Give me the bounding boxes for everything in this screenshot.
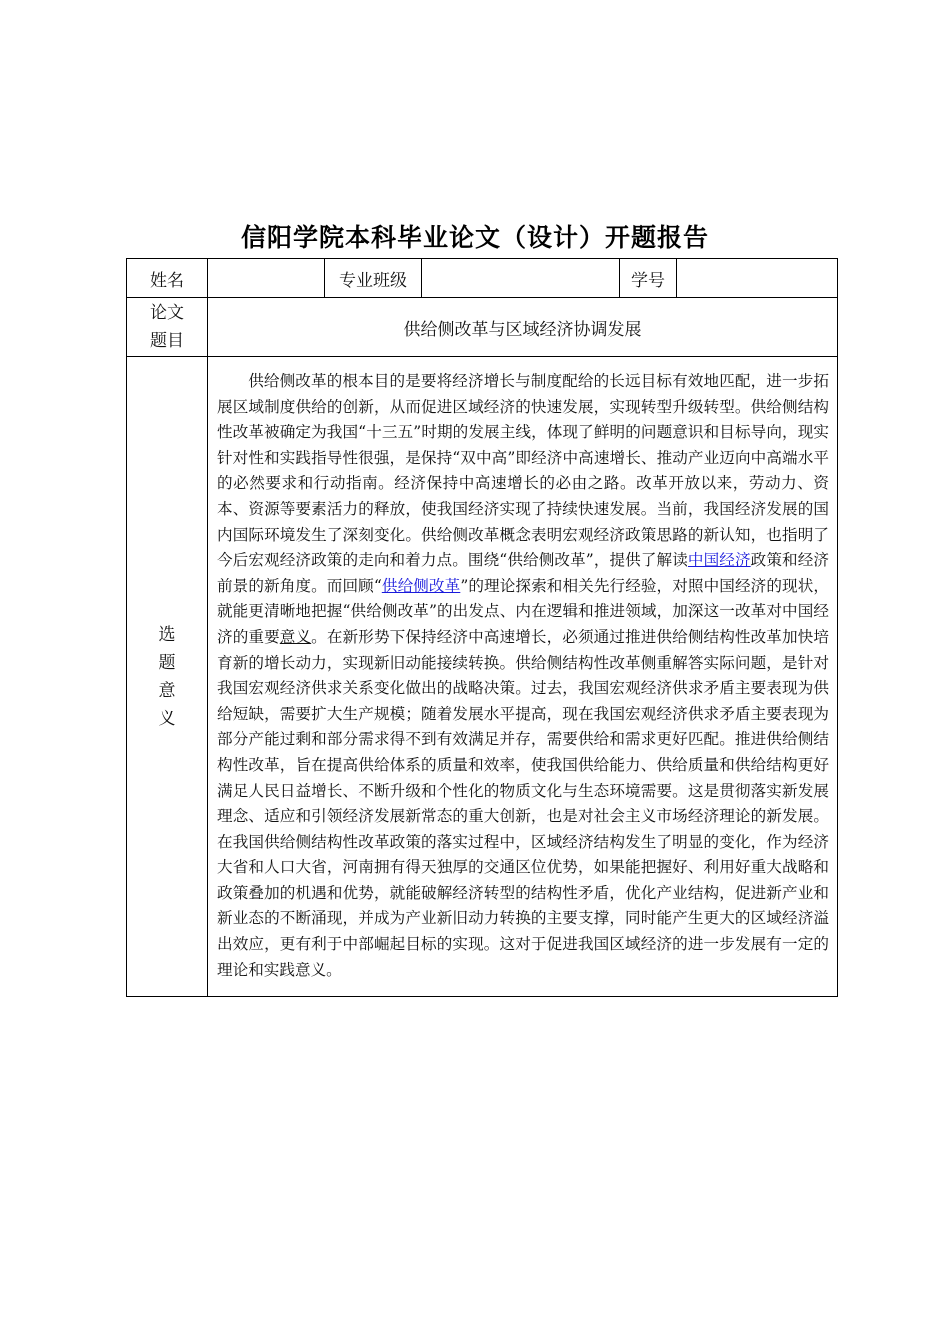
supply-side-reform-link[interactable]: 供给侧改革 (381, 576, 461, 595)
topic-label (127, 298, 208, 357)
document-title: 信阳学院本科毕业论文（设计）开题报告 (240, 223, 709, 252)
student-id-field[interactable] (677, 259, 838, 298)
significance-label-char-1: 选 (158, 624, 176, 645)
class-field[interactable] (422, 259, 620, 298)
topic-label-line-2: 题目 (150, 331, 184, 351)
significance-label-char-3: 意 (158, 680, 176, 701)
significance-label-char-4: 义 (158, 708, 176, 729)
significance-body (208, 357, 838, 997)
class-label: 专业班级 (325, 259, 422, 298)
significance-text-part-4: 。在新形势下保持经济中高速增长，必须通过推进供给侧结构性改革加快培育新的增长动力，实现新旧动能接续转换。供给侧结构性改革侧重解答实际问题，是针对我国宏观经济供求关系变化做出的战略决策。过去，我国宏观经济供求矛盾主要表现为供给短缺，需要扩大生产规模；随着发展水平提高，现在我国宏观经济供求矛盾主要表现为部分产能过剩和部分需求得不到有效满足并存，需要供给和需求更好匹配。推进供给侧结构性改革，旨在提高供给体系的质量和效率，使我国供给能力、供给质量和供给结构更好满足人民日益增长、不断升级和个性化的物质文化与生态环境需要。这是贯彻落实新发展理念、适应和引领经济发展新常态的重大创新，也是对社会主义市场经济理论的新发展。在我国供给侧结构性改革政策的落实过程中，区域经济结构发生了明显的变化，作为经济大省和人口大省，河南拥有得天独厚的交通区位优势，如果能把握好、利用好重大战略和政策叠加的机遇和优势，就能破解经济转型的结构性矛盾，优化产业结构，促进新产业和新业态的不断涌现，并成为产业新旧动力转换的主要支撑，同时能产生更大的区域经济溢出效应，更有利于中部崛起目标的实现。这对于促进我国区域经济的进一步发展有一定的理论和实践意义。 (217, 627, 829, 979)
header-row (127, 259, 838, 298)
topic-row (127, 298, 838, 357)
china-economy-link[interactable]: 中国经济 (687, 551, 751, 570)
student-id-label: 学号 (620, 259, 677, 298)
significance-text-part-2: 政策和经济前景的新角度。而回顾“ (217, 551, 829, 595)
significance-text-part-3: ”的理论探索和相关先行经验，对照中国经济的现状，就能更清晰地把握“供给侧改革”的出发点、内在逻辑和推进领域，加深这一改革对中国经济的重要 (217, 576, 829, 646)
significance-row (127, 357, 838, 997)
significance-underlined-word: 意义 (279, 627, 312, 646)
name-field[interactable] (208, 259, 325, 298)
proposal-form-table (126, 258, 838, 997)
name-label: 姓名 (127, 259, 208, 298)
significance-label (127, 357, 208, 997)
significance-text-part-1: 供给侧改革的根本目的是要将经济增长与制度配给的长远目标有效地匹配，进一步拓展区域制度供给的创新，从而促进区域经济的快速发展，实现转型升级转型。供给侧结构性改革被确定为我国“十三五”时期的发展主线，体现了鲜明的问题意识和目标导向，现实针对性和实践指导性很强，是保持“双中高”即经济中高速增长、推动产业迈向中高端水平的必然要求和行动指南。经济保持中高速增长的必由之路。改革开放以来，劳动力、资本、资源等要素活力的释放，使我国经济实现了持续快速发展。当前，我国经济发展的国内国际环境发生了深刻变化。供给侧改革概念表明宏观经济政策思路的新认知，也指明了今后宏观经济政策的走向和着力点。围绕“供给侧改革”，提供了解读 (217, 372, 829, 570)
significance-paragraph (217, 369, 829, 983)
topic-label-line-1: 论文 (150, 303, 184, 323)
topic-value: 供给侧改革与区域经济协调发展 (208, 298, 838, 357)
significance-label-char-2: 题 (158, 652, 176, 673)
